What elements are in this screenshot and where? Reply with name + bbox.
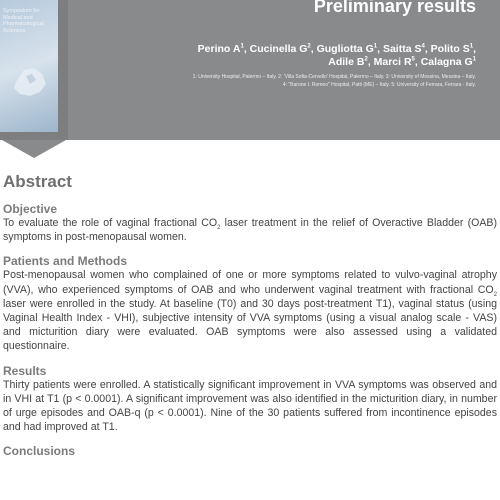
conclusions-heading: Conclusions [3,444,76,459]
objective-text-part: laser treatment in the relief of Overactive Bladder (OAB) symptoms in post-menopausal women. [3,217,497,244]
abstract-section [3,172,497,458]
author-name: Adile B [328,56,365,68]
author-name: , Saitta S [377,43,422,55]
affiliations-line-2: 4: "Barone I. Romeo" Hospital, Patti (ME) – Italy. 5: University of Ferrara, Ferrara - Italy. [282,82,476,88]
author-affiliation-mark: 1 [472,56,476,63]
methods-heading: Patients and Methods [3,254,128,269]
header-pointer [2,140,66,158]
results-heading: Results [3,363,47,378]
header-band [0,0,500,140]
journal-cover-image [0,0,58,132]
authors-line-1 [198,43,476,55]
results-text: Thirty patients were enrolled. A statistically significant improvement in VVA symptoms was observed and in VHI at T1 (p < 0.0001). A significant improvement was also identified in the micturition diary, in number of urge episodes and OAB-q (p < 0.0001). Nine of the 30 patients suffered from incontinence episodes and had improved at T1. [3,378,497,434]
abstract-title: Abstract [3,172,72,191]
author-affiliation-mark: 1 [240,43,244,50]
author-name: , Marci R [367,56,412,68]
affiliations-line-1: 1: University Hospital, Palermo – Italy. 2: 'Villa Sofia-Cervello' Hospital, Palermo – Italy. 3: University of Messina, Messina – Italy. [192,74,476,80]
authors-line-2 [328,56,476,68]
europe-map-icon [6,62,52,104]
methods-text-part: Post-menopausal women who complained of one or more symptoms related to vulvo-vaginal atrophy (VVA), who experienced symptoms of OAB and who underwent vaginal treatment with fractional CO [3,269,497,296]
author-name: Perino A [197,43,241,55]
cover-text: Symposium for Medical and Pharmacological Sciences [3,8,44,34]
author-affiliation-mark: 2 [364,56,368,63]
author-name: , Polito S [424,43,470,55]
objective-heading: Objective [3,202,58,216]
author-affiliation-mark: 5 [411,56,415,63]
objective-text-part: To evaluate the role of vaginal fractional CO [3,217,218,229]
author-affiliation-mark: 2 [307,43,311,50]
author-name: , Calagna G [414,56,473,68]
author-affiliation-mark: 1 [373,43,378,50]
author-name: , Gugliotta G [310,43,374,55]
author-affiliation-mark: 4 [421,43,425,50]
methods-text [3,268,497,353]
methods-text-part: laser were enrolled in the study. At baseline (T0) and 30 days post-treatment T1), vaginal status (using Vaginal Health Index - VHI), subjective intensity of VVA symptoms (using a visual analog scale - VAS) and micturition diary were evaluated. OAB symptoms were also assessed using a validated questionnaire. [3,297,497,353]
cover-frame [0,0,68,140]
author-affiliation-mark: 1 [469,43,474,50]
author-name: , Cucinella G [243,43,308,55]
co2-subscript: 2 [493,291,497,298]
author-separator: , [473,43,476,55]
objective-text [3,216,497,244]
poster-title: Preliminary results [313,0,476,16]
co2-subscript: 2 [217,225,221,232]
